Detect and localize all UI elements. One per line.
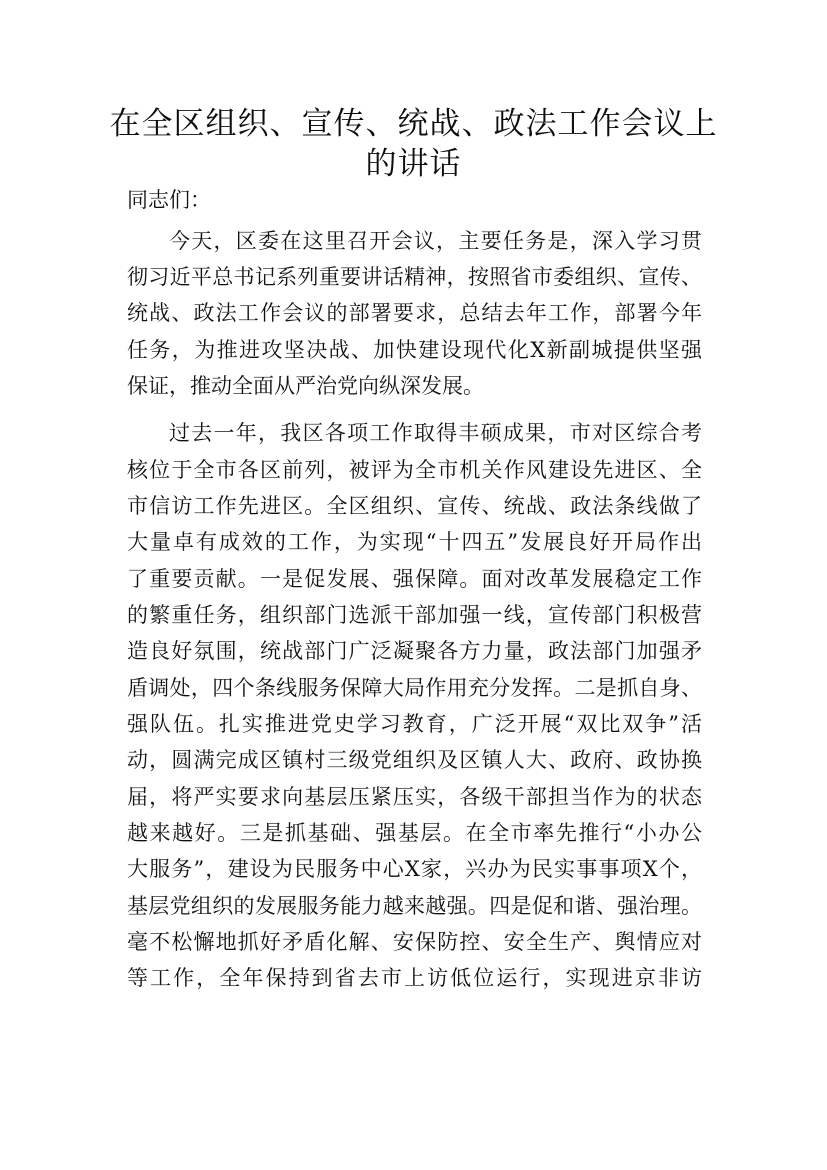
paragraph-1-line-4: 任务，为推进攻坚决战、加快建设现代化X新副城提供坚强 xyxy=(127,338,702,362)
document-title-line-2: 的讲话 xyxy=(365,146,462,182)
paragraph-2-line-9: 强队伍。扎实推进党史学习教育，广泛开展“双比双争”活 xyxy=(127,712,702,736)
paragraph-2-line-3: 市信访工作先进区。全区组织、宣传、统战、政法条线做了 xyxy=(127,494,702,518)
document-title-line-1: 在全区组织、宣传、统战、政法工作会议上 xyxy=(109,106,718,142)
paragraph-2-line-10: 动，圆满完成区镇村三级党组织及区镇人大、政府、政协换 xyxy=(127,748,702,772)
paragraph-2-line-14: 基层党组织的发展服务能力越来越强。四是促和谐、强治理。 xyxy=(127,894,702,918)
paragraph-1-line-2: 彻习近平总书记系列重要讲话精神，按照省市委组织、宣传、 xyxy=(127,265,702,289)
paragraph-2-line-6: 的繁重任务，组织部门选派干部加强一线，宣传部门积极营 xyxy=(127,603,702,627)
paragraph-2-line-1: 过去一年，我区各项工作取得丰硕成果，市对区综合考 xyxy=(169,421,702,445)
paragraph-2-line-11: 届，将严实要求向基层压紧压实，各级干部担当作为的状态 xyxy=(127,785,702,809)
paragraph-1-line-3: 统战、政法工作会议的部署要求，总结去年工作，部署今年 xyxy=(127,301,702,325)
salutation: 同志们： xyxy=(127,188,211,212)
paragraph-2-line-5: 了重要贡献。一是促发展、强保障。面对改革发展稳定工作 xyxy=(127,567,702,591)
paragraph-2-line-4: 大量卓有成效的工作，为实现“十四五”发展良好开局作出 xyxy=(127,530,702,554)
paragraph-2-line-12: 越来越好。三是抓基础、强基层。在全市率先推行“小办公 xyxy=(127,821,702,845)
paragraph-2-line-16: 等工作，全年保持到省去市上访低位运行，实现进京非访 xyxy=(127,966,702,990)
paragraph-2-line-13: 大服务”，建设为民服务中心X家，兴办为民实事事项X个， xyxy=(127,857,702,881)
paragraph-1-line-1: 今天，区委在这里召开会议，主要任务是，深入学习贯 xyxy=(169,229,702,253)
paragraph-2-line-7: 造良好氛围，统战部门广泛凝聚各方力量，政法部门加强矛 xyxy=(127,639,702,663)
paragraph-2-line-2: 核位于全市各区前列，被评为全市机关作风建设先进区、全 xyxy=(127,458,702,482)
paragraph-1-line-5: 保证，推动全面从严治党向纵深发展。 xyxy=(127,374,484,398)
paragraph-2-line-8: 盾调处，四个条线服务保障大局作用充分发挥。二是抓自身、 xyxy=(127,676,702,700)
paragraph-2-line-15: 毫不松懈地抓好矛盾化解、安保防控、安全生产、舆情应对 xyxy=(127,930,702,954)
